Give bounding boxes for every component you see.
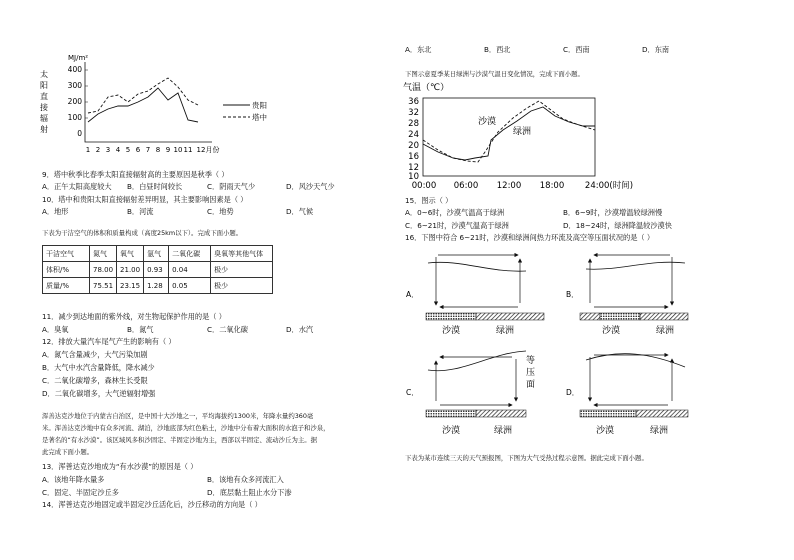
chart1-ytick: 400 <box>67 65 82 74</box>
chart2-ytick: 24 <box>408 130 419 140</box>
chart2-ytick: 10 <box>408 172 419 182</box>
radiation-chart <box>40 50 270 160</box>
q14-option-a[interactable]: A．东北 <box>405 45 432 54</box>
chart1-yticks <box>68 65 83 138</box>
q14-option-b[interactable]: B．西北 <box>484 45 511 54</box>
table-cell: 臭氧等其他气体 <box>211 246 273 262</box>
diagram-label-c: C． <box>406 388 419 397</box>
q10-option-c[interactable]: C．地势 <box>207 207 234 216</box>
diagram-label-b: B． <box>566 290 579 299</box>
q15-option-a[interactable]: A．0~6时，沙漠气温高于绿洲 <box>405 208 505 217</box>
isobar-line <box>428 351 526 371</box>
legend-guiyang: 贵阳 <box>252 101 267 110</box>
q11-option-c[interactable]: C．二氧化碳 <box>207 325 248 334</box>
q14-stem: 14．浑善达克沙地固定或半固定沙丘活化后，沙丘移动的方向是（ ） <box>42 500 262 509</box>
chart1-ylabel-char: 阳 <box>40 81 48 90</box>
chart1-xtick: 10 <box>173 146 183 154</box>
diagram-label-a: A． <box>406 290 419 299</box>
desert-label: 沙漠 <box>442 326 461 336</box>
q12-stem: 12．排放大量汽车尾气产生的影响有（ ） <box>42 337 176 346</box>
table-cell: 0.93 <box>144 262 169 278</box>
q13-stem: 13．浑善达克沙地成为“有水沙漠”的原因是（ ） <box>42 462 198 471</box>
chart1-ylabel-char: 接 <box>40 103 48 112</box>
table-cell: 体积/% <box>43 262 90 278</box>
table-cell: 二氧化碳 <box>169 246 211 262</box>
diagram-option-a[interactable] <box>406 255 544 336</box>
diagram-option-d[interactable] <box>566 354 688 436</box>
table-cell: 21.00 <box>117 262 144 278</box>
chart1-xtick: 3 <box>105 146 111 154</box>
chart1-ylabel-char: 直 <box>40 92 48 101</box>
q16-stem: 16．下图中符合 6~21时，沙漠和绿洲间热力环流及高空等压面状况的是（ ） <box>405 233 655 242</box>
desert-line <box>423 101 595 162</box>
oasis-label: 绿洲 <box>496 326 515 336</box>
table-cell: 1.28 <box>144 278 169 294</box>
table-cell: 氮气 <box>90 246 117 262</box>
chart1-xtick: 8 <box>155 146 161 154</box>
q12-option-b[interactable]: B．大气中水汽含量降低，降水减少 <box>42 363 155 372</box>
passage-line: 浑善达克沙地位于内蒙古自治区，是中国十大沙地之一，平均海拔约1300米，年降水量约360毫 <box>42 412 314 420</box>
diagram-option-b[interactable] <box>566 255 688 336</box>
desert-ground <box>580 410 636 417</box>
chart1-legend <box>223 100 267 122</box>
chart1-xtick: 4 <box>115 146 121 154</box>
table-cell: 0.05 <box>169 278 211 294</box>
q11-option-b[interactable]: B．氮气 <box>127 325 154 334</box>
legend-tazhong: 塔中 <box>252 113 267 122</box>
chart1-xtick: 9 <box>165 146 171 154</box>
diagram-label-d: D． <box>566 388 580 397</box>
q9-option-c[interactable]: C．阴雨天气少 <box>207 182 256 191</box>
oasis-line <box>423 107 595 160</box>
chart1-xtick: 6 <box>135 146 141 154</box>
chart2-xtick: 12:00 <box>496 181 522 191</box>
isobar-line <box>428 262 526 271</box>
chart2-xtick: 24:00(时间) <box>584 181 634 191</box>
chart1-xtick: 12月份 <box>196 146 220 154</box>
chart1-xtick: 2 <box>95 146 101 154</box>
isobar-label: 等 <box>526 356 536 366</box>
q9-option-b[interactable]: B．白昼时间较长 <box>127 182 183 191</box>
q13-option-c[interactable]: C．固定、半固定沙丘多 <box>42 488 119 497</box>
chart1-xtick: 7 <box>145 146 151 154</box>
chart1-ylabel-char: 辐 <box>40 114 48 123</box>
q12-option-a[interactable]: A．氮气含量减少，大气污染加剧 <box>42 350 148 359</box>
chart2-frame <box>423 98 595 176</box>
chart2-ytick: 36 <box>408 97 419 107</box>
table-cell: 极少 <box>211 278 273 294</box>
desert-ground <box>600 313 640 320</box>
q9-option-a[interactable]: A．正午太阳高度较大 <box>42 182 112 191</box>
chart1-ytick: 100 <box>67 113 82 122</box>
chart1-ytick: 200 <box>67 97 82 106</box>
guiyang-line <box>88 88 198 122</box>
table-cell: 极少 <box>211 262 273 278</box>
q13-option-a[interactable]: A．该地年降水量多 <box>42 475 105 484</box>
q13-option-b[interactable]: B．该地有众多河流汇入 <box>207 475 284 484</box>
table-intro: 下表为干洁空气的体积和质量构成（高度25km以下）。完成下面小题。 <box>42 229 243 237</box>
table-cell: 氩气 <box>144 246 169 262</box>
table-cell: 0.04 <box>169 262 211 278</box>
diagram-option-c[interactable] <box>406 351 535 436</box>
q11-stem: 11．减少到达地面的紫外线，对生物起保护作用的是（ ） <box>42 312 226 321</box>
q12-option-d[interactable]: D．二氧化碳增多，大气逆辐射增强 <box>42 389 156 398</box>
q15-option-d[interactable]: D．18~24时，绿洲降温较沙漠快 <box>563 221 672 230</box>
chart2-ytick: 28 <box>408 119 419 129</box>
chart2-xtick: 18:00 <box>539 181 565 191</box>
desert-ground <box>426 410 476 417</box>
passage-line: 米。浑善达克沙地中有众多河流、湖泊，沙地底部为红色粘土，沙地中分布着大面积的水泡子和沙泉， <box>42 424 330 432</box>
chart1-ylabel <box>40 69 48 134</box>
q13-option-d[interactable]: D．底层黏土阻止水分下渗 <box>207 488 292 497</box>
chart1-ytick: 0 <box>77 129 82 138</box>
q15-stem: 15．图示（ ） <box>405 196 453 205</box>
q11-option-d[interactable]: D．水汽 <box>286 325 314 334</box>
table-header-row <box>43 246 273 262</box>
isobar-label: 压 <box>526 368 536 378</box>
table-cell: 氧气 <box>117 246 144 262</box>
chart2-xtick: 06:00 <box>453 181 479 191</box>
q9-stem: 9．塔中秋季比春季太阳直接辐射高的主要原因是秋季（ ） <box>42 170 229 179</box>
q10-option-b[interactable]: B．河流 <box>127 207 154 216</box>
footer-intro: 下表为某市连续三天的天气预报图，下图为大气受热过程示意图。据此完成下面小题。 <box>405 454 648 462</box>
desert-label: 沙漠 <box>442 426 461 436</box>
chart2-yticks <box>408 97 419 182</box>
oasis-label: 绿洲 <box>656 326 675 336</box>
chart2-ytick: 20 <box>408 141 419 151</box>
air-composition-table <box>42 245 273 294</box>
chart2-ylabel: 气温（℃） <box>403 83 450 93</box>
label-oasis: 绿洲 <box>513 127 532 137</box>
chart1-xtick: 11 <box>183 146 193 154</box>
label-desert: 沙漠 <box>478 117 497 127</box>
chart1-unit: MJ/m² <box>68 54 89 62</box>
temperature-chart <box>403 80 633 192</box>
isobar-line <box>586 262 685 269</box>
oasis-ground <box>636 410 688 417</box>
q11-option-a[interactable]: A．臭氧 <box>42 325 69 334</box>
table-row <box>43 278 273 294</box>
oasis-label: 绿洲 <box>650 426 669 436</box>
q15-option-c[interactable]: C．6~21时，沙漠气温高于绿洲 <box>405 221 509 230</box>
desert-ground <box>426 313 476 320</box>
oasis-ground <box>580 313 600 320</box>
passage-line: 是著名的“有水沙漠”。该区域风多积沙固定、半固定沙地为主，西部以半固定、流动沙丘为主。据 <box>42 436 318 444</box>
q10-stem: 10．塔中和贵阳太阳直接辐射差异明显，其主要影响因素是（ ） <box>42 195 248 204</box>
tazhong-line <box>88 78 198 113</box>
oasis-label: 绿洲 <box>494 426 513 436</box>
chart1-xtick: 1 <box>85 146 91 154</box>
oasis-ground <box>640 313 688 320</box>
isobar-line <box>586 354 685 367</box>
circulation-diagrams <box>400 245 690 445</box>
q12-option-c[interactable]: C．二氧化碳增多，森林生长受限 <box>42 376 148 385</box>
q9-option-d[interactable]: D．风沙天气少 <box>286 182 335 191</box>
chart1-xtick: 5 <box>125 146 131 154</box>
chart1-ylabel-char: 射 <box>40 125 48 134</box>
isobar-label: 面 <box>526 380 536 390</box>
chart2-xtick: 00:00 <box>411 181 437 191</box>
chart2-ytick: 32 <box>408 108 419 118</box>
table-cell: 干洁空气 <box>43 246 90 262</box>
chart2-ytick: 16 <box>408 152 419 162</box>
chart1-xticks <box>86 145 220 154</box>
table-cell: 质量/% <box>43 278 90 294</box>
q15-option-b[interactable]: B．6~9时，沙漠增温较绿洲慢 <box>563 208 663 217</box>
table-cell: 23.15 <box>117 278 144 294</box>
temp-chart-intro: 下图示意夏季某日绿洲与沙漠气温日变化情况，完成下面小题。 <box>405 70 584 78</box>
q14-option-d[interactable]: D．东南 <box>642 45 670 54</box>
oasis-ground <box>476 313 544 320</box>
chart2-xticks <box>412 180 633 191</box>
table-cell: 78.00 <box>90 262 117 278</box>
chart1-ytick-marks <box>85 70 88 118</box>
desert-label: 沙漠 <box>596 426 615 436</box>
passage-line: 此完成下面小题。 <box>42 448 94 456</box>
desert-label: 沙漠 <box>602 326 621 336</box>
table-cell: 75.51 <box>90 278 117 294</box>
table-row <box>43 262 273 278</box>
q10-option-a[interactable]: A．地形 <box>42 207 69 216</box>
q14-option-c[interactable]: C．西南 <box>563 45 590 54</box>
oasis-ground <box>476 410 526 417</box>
q10-option-d[interactable]: D．气候 <box>286 207 314 216</box>
chart1-ytick: 300 <box>67 81 82 90</box>
chart1-ylabel-char: 太 <box>40 70 48 79</box>
chart2-ytick: 12 <box>408 163 419 173</box>
